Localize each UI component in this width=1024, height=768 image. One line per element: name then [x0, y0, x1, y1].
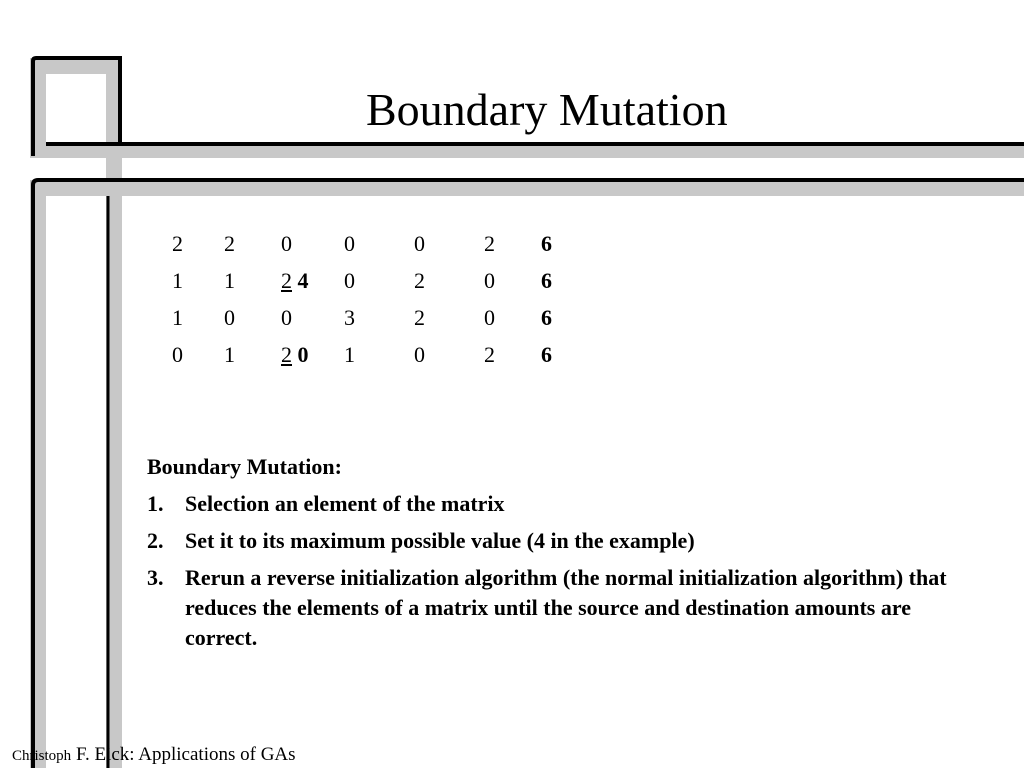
- mutated-old-value: 2: [281, 342, 292, 367]
- matrix-cell: 6: [541, 268, 552, 293]
- matrix-cell: 3: [344, 305, 355, 330]
- step-item: [147, 563, 967, 653]
- step-text: Selection an element of the matrix: [185, 491, 505, 516]
- matrix-cell: 0: [414, 342, 425, 367]
- step-number: 2.: [147, 528, 164, 553]
- matrix-cell: 0: [484, 305, 495, 330]
- matrix-cell: 6: [541, 342, 552, 367]
- matrix-cell: 0: [224, 305, 235, 330]
- mutated-old-value: 2: [281, 268, 292, 293]
- step-number: 1.: [147, 491, 164, 516]
- footer-text: F. Eick: Applications of GAs: [75, 744, 296, 765]
- matrix-cell: 1: [224, 268, 235, 293]
- footer-author-first: Christoph: [12, 748, 72, 764]
- description-block: [147, 452, 967, 660]
- matrix-cell: 2: [414, 305, 425, 330]
- matrix-cell: 1: [172, 268, 183, 293]
- matrix-cell: 2: [224, 231, 235, 256]
- matrix-cell: 1: [172, 305, 183, 330]
- step-text: Rerun a reverse initialization algorithm (the normal initialization algorithm) that reduces the elements of a matrix until the source and destination amounts are correct.: [185, 565, 947, 650]
- mutated-new-value: 4: [297, 268, 309, 293]
- matrix-cell: 2: [484, 231, 495, 256]
- matrix-cell: 0: [344, 268, 355, 293]
- steps-list: [147, 489, 967, 653]
- matrix-cell: 2: [414, 268, 425, 293]
- matrix-cell: 2: [484, 342, 495, 367]
- slide-title: Boundary Mutation: [366, 84, 728, 135]
- step-item: [147, 489, 967, 519]
- slide-footer: [12, 744, 296, 767]
- matrix-cell: 2: [172, 231, 183, 256]
- matrix-cell: 0: [281, 231, 292, 256]
- mutated-new-value: 0: [297, 342, 309, 367]
- matrix-cell: 6: [541, 305, 552, 330]
- matrix-cell: 0: [172, 342, 183, 367]
- step-text: Set it to its maximum possible value (4 in the example): [185, 528, 695, 553]
- matrix-cell: 0: [484, 268, 495, 293]
- description-heading: Boundary Mutation:: [147, 454, 342, 479]
- matrix-cell: 0: [281, 305, 292, 330]
- matrix-cell: 6: [541, 231, 552, 256]
- matrix-cell: 0: [414, 231, 425, 256]
- matrix-cell: 0: [344, 231, 355, 256]
- matrix-cell: [281, 342, 309, 368]
- step-number: 3.: [147, 565, 164, 590]
- matrix-cell: 1: [344, 342, 355, 367]
- frame-lower-horizontal-band: [30, 180, 1024, 196]
- matrix-cell: 1: [224, 342, 235, 367]
- matrix-cell: [281, 268, 309, 294]
- step-item: [147, 526, 967, 556]
